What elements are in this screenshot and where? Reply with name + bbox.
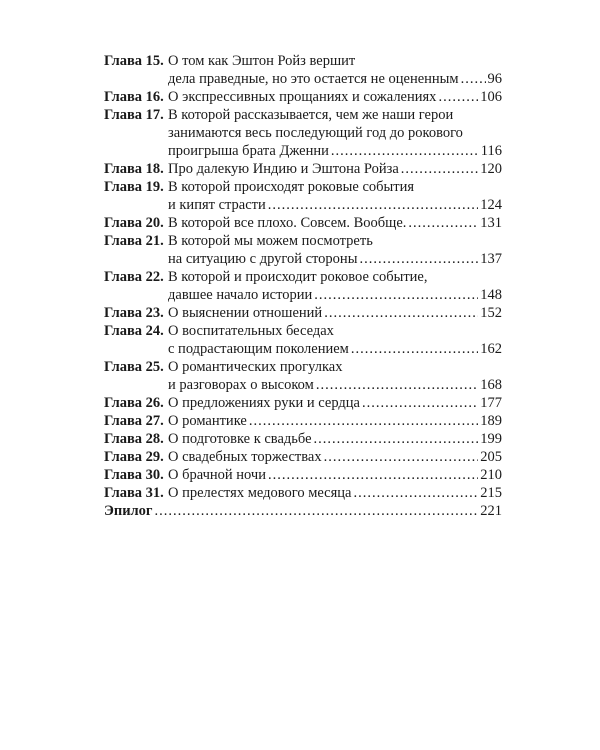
chapter-title-line: О выяснении отношений [168, 305, 323, 321]
dot-leader [438, 88, 478, 106]
epilogue-title: Эпилог [104, 503, 153, 519]
dot-leader [351, 340, 478, 358]
chapter-page-number: 124 [480, 197, 502, 213]
chapter-label: Глава 15. [104, 53, 164, 69]
chapter-label: Глава 31. [104, 485, 164, 501]
chapter-title-line: дела праведные, но это остается не оцененным [168, 71, 459, 87]
dot-leader [155, 502, 479, 520]
chapter-title-line: и кипят страсти [168, 197, 266, 213]
chapter-page-number: 106 [480, 89, 502, 105]
toc-entry [104, 358, 502, 394]
chapter-label: Глава 22. [104, 269, 164, 285]
dot-leader [249, 412, 478, 430]
table-of-contents [104, 52, 502, 520]
chapter-title-line: О экспрессивных прощаниях и сожалениях [168, 89, 437, 105]
chapter-page-number: 205 [480, 449, 502, 465]
toc-entry [104, 88, 502, 106]
chapter-label: Глава 17. [104, 107, 164, 123]
chapter-label: Глава 25. [104, 359, 164, 375]
toc-entry [104, 178, 502, 214]
toc-entry [104, 268, 502, 304]
dot-leader [268, 196, 479, 214]
chapter-page-number: 96 [487, 71, 502, 87]
toc-entry [104, 304, 502, 322]
chapter-page-number: 168 [480, 377, 502, 393]
chapter-page-number: 215 [480, 485, 502, 501]
dot-leader [461, 70, 486, 88]
chapter-title-line: проигрыша брата Дженни [168, 143, 329, 159]
chapter-page-number: 116 [480, 143, 502, 159]
chapter-page-number: 199 [480, 431, 502, 447]
dot-leader [331, 142, 479, 160]
chapter-label: Глава 30. [104, 467, 164, 483]
dot-leader [316, 376, 478, 394]
chapter-title-line: занимаются весь последующий год до рокового [168, 125, 463, 141]
dot-leader [353, 484, 478, 502]
toc-entry [104, 322, 502, 358]
chapter-title-line: с подрастающим поколением [168, 341, 349, 357]
chapter-title-line: на ситуацию с другой стороны [168, 251, 358, 267]
chapter-label: Глава 18. [104, 161, 164, 177]
toc-entry [104, 394, 502, 412]
chapter-title-line: Про далекую Индию и Эштона Ройза [168, 161, 399, 177]
epilogue-page-number: 221 [480, 503, 502, 519]
dot-leader [314, 430, 479, 448]
chapter-title-line: О свадебных торжествах [168, 449, 322, 465]
dot-leader [324, 304, 478, 322]
chapter-label: Глава 28. [104, 431, 164, 447]
chapter-label: Глава 21. [104, 233, 164, 249]
toc-entry [104, 430, 502, 448]
chapter-title-line: и разговорах о высоком [168, 377, 314, 393]
chapter-title-line: О брачной ночи [168, 467, 266, 483]
chapter-title-line: О прелестях медового месяца [168, 485, 352, 501]
chapter-title-line: В которой мы можем посмотреть [168, 233, 373, 249]
dot-leader [362, 394, 478, 412]
chapter-page-number: 152 [480, 305, 502, 321]
chapter-title-line: О том как Эштон Ройз вершит [168, 53, 356, 69]
chapter-page-number: 148 [480, 287, 502, 303]
chapter-page-number: 162 [480, 341, 502, 357]
toc-entry [104, 232, 502, 268]
chapter-title-line: О романтических прогулках [168, 359, 343, 375]
chapter-label: Глава 23. [104, 305, 164, 321]
toc-entry [104, 448, 502, 466]
chapter-title-line: О романтике [168, 413, 247, 429]
chapter-title-line: давшее начало истории [168, 287, 313, 303]
chapter-title-line: О воспитательных беседах [168, 323, 334, 339]
dot-leader [314, 286, 478, 304]
chapter-label: Глава 26. [104, 395, 164, 411]
dot-leader [401, 160, 478, 178]
chapter-label: Глава 16. [104, 89, 164, 105]
chapter-title-line: В которой рассказывается, чем же наши герои [168, 107, 454, 123]
toc-entry [104, 160, 502, 178]
toc-entry [104, 484, 502, 502]
dot-leader [268, 466, 478, 484]
chapter-title-line: В которой все плохо. Совсем. Вообще. [168, 215, 407, 231]
chapter-label: Глава 29. [104, 449, 164, 465]
chapter-title-line: О предложениях руки и сердца [168, 395, 360, 411]
chapter-page-number: 120 [480, 161, 502, 177]
chapter-page-number: 131 [480, 215, 502, 231]
chapter-title-line: О подготовке к свадьбе [168, 431, 312, 447]
chapter-label: Глава 27. [104, 413, 164, 429]
toc-entry [104, 412, 502, 430]
dot-leader [408, 214, 478, 232]
chapter-label: Глава 20. [104, 215, 164, 231]
chapter-page-number: 210 [480, 467, 502, 483]
chapter-page-number: 189 [480, 413, 502, 429]
chapter-title-line: В которой происходят роковые события [168, 179, 415, 195]
dot-leader [359, 250, 478, 268]
toc-entry [104, 52, 502, 88]
chapter-title-line: В которой и происходит роковое событие, [168, 269, 428, 285]
toc-entry-epilogue [104, 502, 502, 520]
chapter-page-number: 137 [480, 251, 502, 267]
chapter-page-number: 177 [480, 395, 502, 411]
chapter-label: Глава 24. [104, 323, 164, 339]
dot-leader [324, 448, 479, 466]
toc-entry [104, 466, 502, 484]
toc-entry [104, 106, 502, 160]
toc-entry [104, 214, 502, 232]
chapter-label: Глава 19. [104, 179, 164, 195]
